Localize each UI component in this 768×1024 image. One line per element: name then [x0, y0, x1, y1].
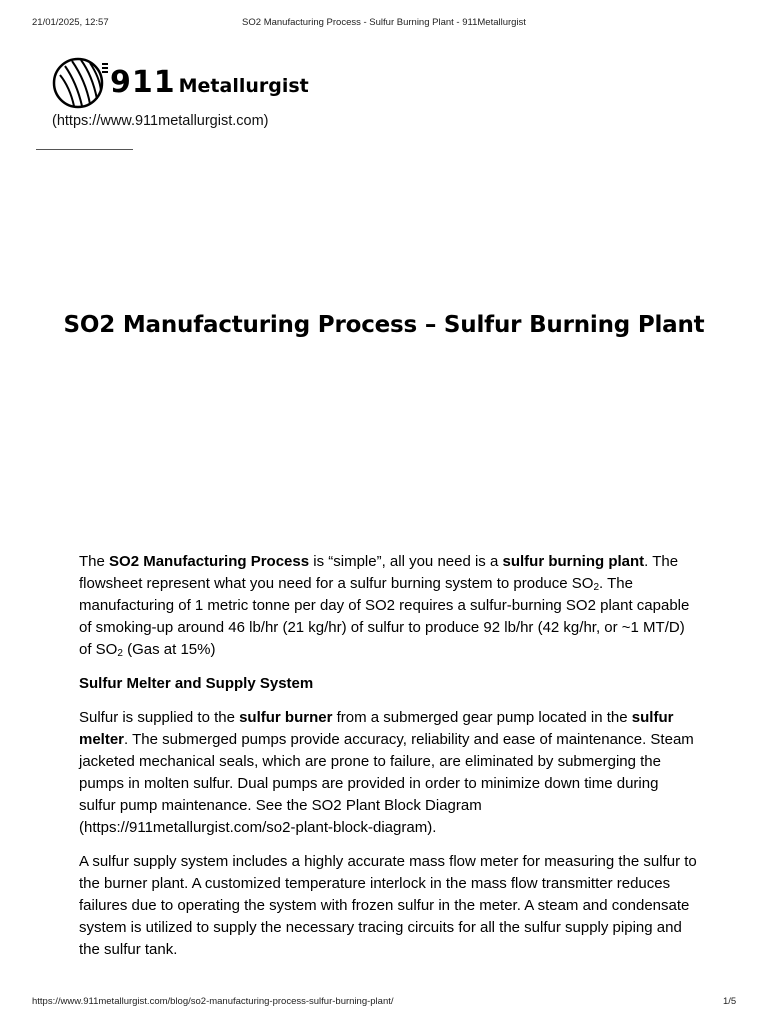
intro-text-1: The	[79, 553, 110, 570]
section-heading: Sulfur Melter and Supply System	[79, 675, 314, 692]
page-title: SO2 Manufacturing Process – Sulfur Burning Plant	[63, 312, 705, 338]
logo-wordmark	[110, 65, 309, 100]
intro-subscript-1: 2	[593, 582, 600, 593]
melter-text-2: from a submerged gear pump located in the	[332, 709, 632, 726]
globe-logo-icon	[52, 55, 108, 111]
print-datetime: 21/01/2025, 12:57	[32, 17, 109, 28]
melter-bold-melter: sulfur melter	[79, 709, 674, 748]
print-page-url: https://www.911metallurgist.com/blog/so2-manufacturing-process-sulfur-burning-plant/	[32, 996, 394, 1007]
logo-url[interactable]: (https://www.911metallurgist.com)	[52, 113, 269, 129]
melter-text-3: . The submerged pumps provide accuracy, reliability and ease of maintenance. Steam jacketed mechanical seals, which are prone to failure, are eliminated by submerging the pumps in molten sulfur. Dual pumps are provided in order to minimize down time during sulfur pump maintenance. See the SO2 Plant Block Diagram (https://911metallurgist.com/so2-plant-block-diagram).	[79, 731, 694, 836]
intro-bold-plant: sulfur burning plant	[502, 553, 645, 570]
intro-paragraph	[79, 551, 699, 661]
intro-text-3: . The flowsheet represent what you need for a sulfur burning system to produce SO	[79, 553, 679, 592]
site-logo[interactable]	[52, 55, 312, 111]
print-page-number: 1/5	[723, 996, 737, 1007]
logo-number: 911	[110, 65, 176, 100]
intro-subscript-2: 2	[117, 648, 123, 659]
intro-text-4: . The manufacturing of 1 metric tonne per day of SO2 requires a sulfur-burning SO2 plant capable of smoking-up around 46 lb/hr (21 kg/hr) of sulfur to produce 92 lb/hr (42 kg/hr, or ~1 MT/D) of SO	[79, 575, 690, 658]
supply-paragraph: A sulfur supply system includes a highly accurate mass flow meter for measuring the sulfur to the burner plant. A customized temperature interlock in the mass flow transmitter reduces failures due to operating the system with frozen sulfur in the meter. A steam and condensate system is utilized to supply the necessary tracing circuits for all the sulfur supply piping and the sulfur tank.	[79, 853, 697, 958]
article-body	[79, 551, 699, 973]
melter-bold-burner: sulfur burner	[239, 709, 333, 726]
melter-paragraph	[79, 707, 699, 839]
logo-name: Metallurgist	[178, 75, 309, 97]
print-doc-title: SO2 Manufacturing Process - Sulfur Burning Plant - 911Metallurgist	[242, 17, 526, 28]
intro-bold-process: SO2 Manufacturing Process	[109, 553, 310, 570]
melter-text-1: Sulfur is supplied to the	[79, 709, 240, 726]
divider	[36, 149, 133, 150]
intro-text-2: is “simple”, all you need is a	[309, 553, 503, 570]
print-header	[0, 17, 768, 31]
intro-text-5: (Gas at 15%)	[122, 641, 216, 658]
